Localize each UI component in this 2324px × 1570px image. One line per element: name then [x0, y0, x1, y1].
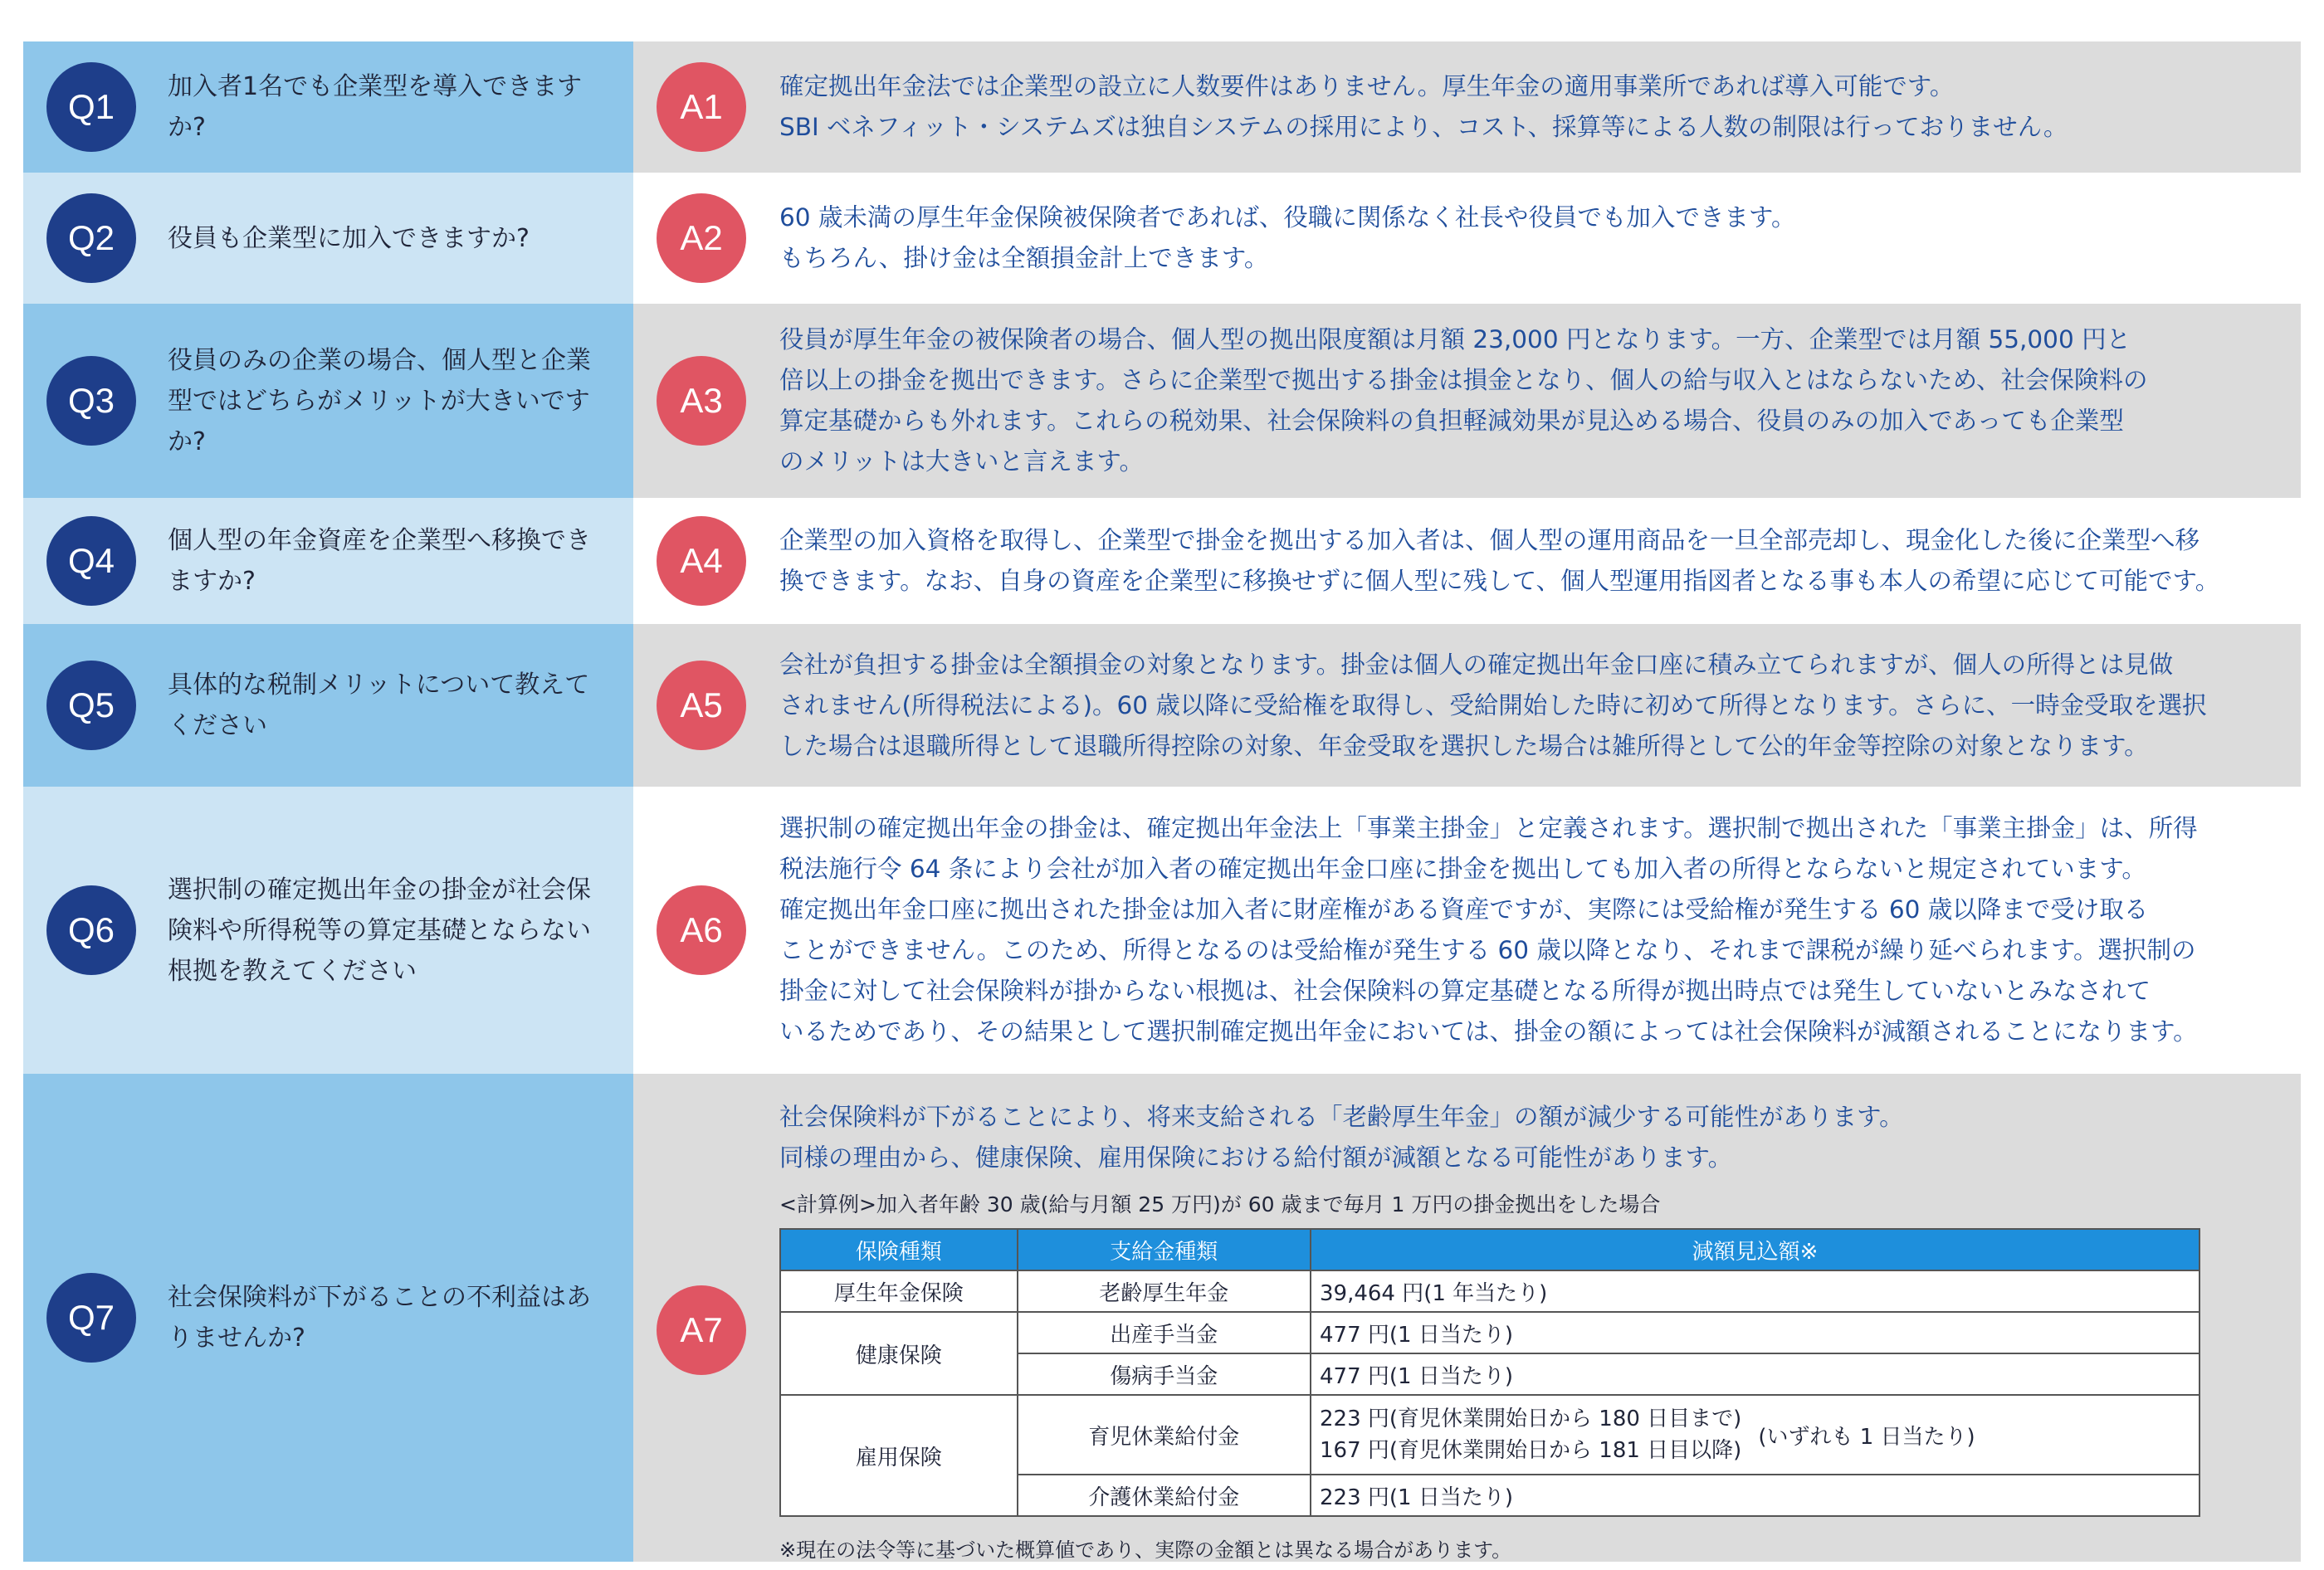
- reduction-amount: 477 円(1 日当たり): [1311, 1353, 2200, 1395]
- q-badge: Q1: [46, 62, 136, 152]
- answer-text: [779, 808, 2251, 1052]
- answer-line: 会社が負担する掛金は全額損金の対象となります。掛金は個人の確定拠出年金口座に積み立てられますが、個人の所得とは見做: [779, 650, 2174, 679]
- faq-row-7: [23, 1074, 2301, 1562]
- footnote: ※現在の法令等に基づいた概算値であり、実際の金額とは異なる場合があります。: [779, 1538, 1512, 1562]
- answer-line: されません(所得税法による)。60 歳以降に受給権を取得し、受給開始した時に初めて所得となります。さらに、一時金受取を選択: [779, 690, 2207, 719]
- table-row: [780, 1312, 2200, 1353]
- question-cell: [23, 1074, 633, 1562]
- answer-content: [779, 1097, 2251, 1563]
- question-text: 個人型の年金資産を企業型へ移換できますか?: [168, 526, 591, 596]
- faq-row-4: [23, 498, 2301, 624]
- faq-row-3: [23, 304, 2301, 498]
- insurance-type: 健康保険: [780, 1312, 1018, 1395]
- answer-line: のメリットは大きいと言えます。: [779, 447, 1144, 475]
- answer-line: 換できます。なお、自身の資産を企業型に移換せずに個人型に残して、個人型運用指図者となる事も本人の希望に応じて可能です。: [779, 567, 2220, 595]
- a-badge: A3: [657, 356, 746, 446]
- q-badge: Q3: [46, 356, 136, 446]
- question-cell: [23, 41, 633, 173]
- answer-line: 役員が厚生年金の被保険者の場合、個人型の拠出限度額は月額 23,000 円となります。一方、企業型では月額 55,000 円と: [779, 325, 2131, 353]
- benefit-type: 出産手当金: [1018, 1312, 1311, 1353]
- ikuji-note: (いずれも 1 日当たり): [1758, 1424, 1975, 1450]
- answer-line: 企業型の加入資格を取得し、企業型で掛金を拠出する加入者は、個人型の運用商品を一旦全部売却し、現金化した後に企業型へ移: [779, 526, 2200, 554]
- ikuji-amount-2: 167 円(育児休業開始日から 181 日目以降): [1319, 1438, 1742, 1463]
- table-header: 支給金種類: [1018, 1229, 1311, 1270]
- answer-line: 税法施行令 64 条により会社が加入者の確定拠出年金口座に掛金を拠出しても加入者の所得とならないと規定されています。: [779, 855, 2146, 883]
- reduction-amount: 223 円(1 日当たり): [1311, 1475, 2200, 1516]
- calc-example: <計算例>加入者年齢 30 歳(給与月額 25 万円)が 60 歳まで毎月 1 万円の掛金拠出をした場合: [779, 1192, 1661, 1217]
- question-text: 具体的な税制メリットについて教えてください: [168, 670, 590, 740]
- answer-cell: [633, 498, 2301, 624]
- a-badge: A6: [657, 885, 746, 975]
- answer-line: ことができません。このため、所得となるのは受給権が発生する 60 歳以降となり、それまで課税が繰り延べられます。選択制の: [779, 936, 2196, 964]
- benefit-reduction-table: [779, 1228, 2200, 1517]
- q-badge: Q7: [46, 1273, 136, 1363]
- faq-table: [23, 41, 2301, 1562]
- q-badge: Q5: [46, 661, 136, 750]
- a-badge: A5: [657, 661, 746, 750]
- question-cell: [23, 304, 633, 498]
- ikuji-amount-lines: [1320, 1403, 1741, 1466]
- answer-cell: [633, 1074, 2301, 1562]
- insurance-type: 厚生年金保険: [780, 1270, 1018, 1312]
- answer-line: 社会保険料が下がることにより、将来支給される「老齢厚生年金」の額が減少する可能性があります。: [779, 1103, 1904, 1131]
- q-badge: Q4: [46, 516, 136, 606]
- a-badge: A7: [657, 1285, 746, 1375]
- ikuji-amounts: [1320, 1403, 2190, 1466]
- table-header: 減額見込額※: [1311, 1229, 2200, 1270]
- insurance-type: 雇用保険: [780, 1395, 1018, 1516]
- question-text: 役員も企業型に加入できますか?: [168, 223, 530, 253]
- answer-line: 同様の理由から、健康保険、雇用保険における給付額が減額となる可能性があります。: [779, 1143, 1733, 1172]
- question-cell: [23, 173, 633, 304]
- answer-line: 確定拠出年金口座に拠出された掛金は加入者に財産権がある資産ですが、実際には受給権が発生する 60 歳以降まで受け取る: [779, 895, 2149, 924]
- answer-line: 60 歳未満の厚生年金保険被保険者であれば、役職に関係なく社長や役員でも加入できます。: [779, 203, 1796, 232]
- faq-row-5: [23, 624, 2301, 787]
- answer-line: 倍以上の掛金を拠出できます。さらに企業型で拠出する掛金は損金となり、個人の給与収入とはならないため、社会保険料の: [779, 366, 2148, 394]
- answer-wrap: [657, 1097, 2251, 1563]
- question-text: 役員のみの企業の場合、個人型と企業型ではどちらがメリットが大きいですか?: [168, 345, 591, 456]
- question-text: 選択制の確定拠出年金の掛金が社会保険料や所得税等の算定基礎とならない根拠を教えてください: [168, 875, 591, 986]
- a-badge: A4: [657, 516, 746, 606]
- faq-row-2: [23, 173, 2301, 304]
- table-header-row: [780, 1229, 2200, 1270]
- answer-cell: [633, 173, 2301, 304]
- answer-line: 選択制の確定拠出年金の掛金は、確定拠出年金法上「事業主掛金」と定義されます。選択制で拠出された「事業主掛金」は、所得: [779, 814, 2198, 842]
- benefit-type: 傷病手当金: [1018, 1353, 1311, 1395]
- answer-line: もちろん、掛け金は全額損金計上できます。: [779, 244, 1269, 272]
- a-badge: A2: [657, 193, 746, 283]
- answer-text: [779, 66, 2251, 148]
- a-badge: A1: [657, 62, 746, 152]
- answer-line: いるためであり、その結果として選択制確定拠出年金においては、掛金の額によっては社会保険料が減額されることになります。: [779, 1017, 2198, 1046]
- answer-text: [779, 1097, 2251, 1178]
- q-badge: Q2: [46, 193, 136, 283]
- ikuji-amount-1: 223 円(育児休業開始日から 180 日目まで): [1319, 1407, 1742, 1431]
- answer-text: [779, 197, 2251, 279]
- table-row: [780, 1270, 2200, 1312]
- answer-cell: [633, 787, 2301, 1074]
- answer-cell: [633, 624, 2301, 787]
- faq-row-1: [23, 41, 2301, 173]
- reduction-amount: 39,464 円(1 年当たり): [1311, 1270, 2200, 1312]
- reduction-amount: [1311, 1395, 2200, 1475]
- benefit-type: 介護休業給付金: [1018, 1475, 1311, 1516]
- answer-line: SBI ベネフィット・システムズは独自システムの採用により、コスト、採算等による人数の制限は行っておりません。: [779, 113, 2068, 141]
- answer-cell: [633, 304, 2301, 498]
- question-cell: [23, 787, 633, 1074]
- faq-row-6: [23, 787, 2301, 1074]
- q-badge: Q6: [46, 885, 136, 975]
- benefit-type: 育児休業給付金: [1018, 1395, 1311, 1475]
- answer-line: 算定基礎からも外れます。これらの税効果、社会保険料の負担軽減効果が見込める場合、役員のみの加入であっても企業型: [779, 407, 2124, 435]
- answer-line: 確定拠出年金法では企業型の設立に人数要件はありません。厚生年金の適用事業所であれば導入可能です。: [779, 72, 1955, 100]
- table-row: [780, 1395, 2200, 1475]
- answer-line: 掛金に対して社会保険料が掛からない根拠は、社会保険料の算定基礎となる所得が拠出時点では発生していないとみなされて: [779, 977, 2151, 1005]
- answer-text: [779, 319, 2251, 482]
- answer-cell: [633, 41, 2301, 173]
- answer-line: した場合は退職所得として退職所得控除の対象、年金受取を選択した場合は雑所得として公的年金等控除の対象となります。: [779, 731, 2149, 760]
- answer-text: [779, 645, 2251, 767]
- question-cell: [23, 498, 633, 624]
- question-text: 加入者1名でも企業型を導入できますか?: [168, 72, 583, 142]
- table-header: 保険種類: [780, 1229, 1018, 1270]
- reduction-amount: 477 円(1 日当たり): [1311, 1312, 2200, 1353]
- benefit-type: 老齢厚生年金: [1018, 1270, 1311, 1312]
- question-cell: [23, 624, 633, 787]
- answer-text: [779, 520, 2251, 602]
- question-text: 社会保険料が下がることの不利益はありませんか?: [168, 1283, 591, 1353]
